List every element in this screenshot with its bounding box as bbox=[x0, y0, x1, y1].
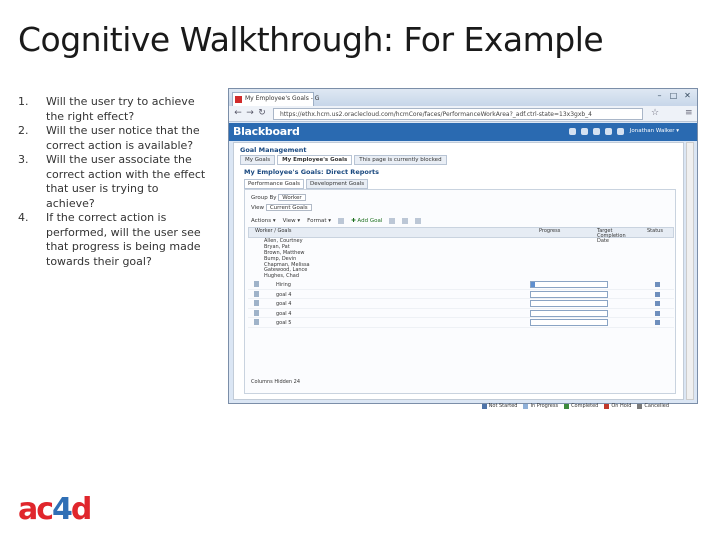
tab-development-goals[interactable]: Development Goals bbox=[306, 179, 368, 189]
legend-label: Not Started bbox=[488, 403, 518, 409]
favorites-icon[interactable] bbox=[593, 128, 600, 135]
worker-name: Chapman, Melissa bbox=[264, 261, 310, 268]
close-icon[interactable]: ✕ bbox=[684, 91, 691, 100]
row-marker-icon bbox=[254, 291, 259, 297]
worker-name: Gatewood, Lance bbox=[264, 267, 308, 274]
col-header-target-date[interactable]: Target Completion Date bbox=[597, 228, 626, 244]
favicon-icon bbox=[235, 96, 242, 103]
goal-name[interactable]: goal 4 bbox=[276, 310, 292, 317]
vertical-scrollbar[interactable] bbox=[686, 142, 694, 400]
subtab-bar bbox=[240, 155, 447, 165]
question-number: 4. bbox=[18, 211, 29, 224]
export-icon[interactable] bbox=[415, 218, 421, 224]
browser-screenshot bbox=[228, 88, 698, 409]
app-header bbox=[229, 123, 697, 141]
app-logo: Blackboard bbox=[233, 125, 300, 138]
section-title: My Employee's Goals: Direct Reports bbox=[244, 168, 380, 176]
navigator-icon[interactable] bbox=[581, 128, 588, 135]
legend-item bbox=[604, 403, 631, 409]
goal-progress-bar bbox=[530, 281, 608, 288]
legend-item bbox=[482, 403, 518, 409]
question-text: If the correct action is performed, will the user see that progress is being made towards their goal? bbox=[46, 211, 201, 268]
detach-icon[interactable] bbox=[402, 218, 408, 224]
goal-progress-fill bbox=[531, 282, 535, 287]
minimize-icon[interactable]: – bbox=[657, 91, 662, 100]
legend-swatch-icon bbox=[604, 404, 609, 409]
page-content bbox=[233, 142, 684, 409]
browser-tab[interactable] bbox=[232, 92, 320, 106]
walkthrough-questions bbox=[18, 95, 210, 269]
col-header-progress[interactable]: Progress bbox=[539, 228, 561, 234]
url-field[interactable]: https://ethx.hcm.us2.oraclecloud.com/hcmCore/faces/PerformanceWorkArea?_adf.ctrl-state=13x3gxb_4 bbox=[273, 108, 643, 120]
delete-icon[interactable] bbox=[389, 218, 395, 224]
question-text: Will the user associate the correct action with the effect that user is trying to achieve? bbox=[46, 153, 206, 210]
legend-label: Cancelled bbox=[644, 403, 669, 409]
view-label: View bbox=[251, 205, 265, 211]
view-filter bbox=[251, 204, 312, 211]
window-controls bbox=[654, 91, 693, 101]
row-marker-icon bbox=[254, 300, 259, 306]
goal-row[interactable] bbox=[248, 299, 674, 309]
goal-progress-bar bbox=[530, 319, 608, 326]
add-goal-button[interactable]: ✚ Add Goal bbox=[351, 218, 383, 224]
tab-my-employees-goals[interactable]: My Employee's Goals bbox=[277, 155, 352, 165]
worker-name: Brown, Matthew bbox=[264, 249, 305, 256]
edit-icon[interactable] bbox=[338, 218, 344, 224]
legend-label: In Progress bbox=[530, 403, 559, 409]
legend-swatch-icon bbox=[482, 404, 487, 409]
actions-menu[interactable]: Actions ▾ bbox=[251, 218, 276, 224]
grid-rows bbox=[248, 239, 674, 328]
tab-my-goals[interactable]: My Goals bbox=[240, 155, 275, 165]
question-item bbox=[18, 95, 210, 124]
legend-label: Completed bbox=[571, 403, 599, 409]
forward-icon[interactable]: → bbox=[246, 108, 254, 118]
grid-toolbar bbox=[251, 218, 421, 224]
ac4d-logo: ac4d bbox=[18, 492, 91, 527]
question-item bbox=[18, 153, 210, 211]
row-marker-icon bbox=[254, 319, 259, 325]
question-text: Will the user notice that the correct action is available? bbox=[46, 124, 200, 152]
goal-progress-bar bbox=[530, 291, 608, 298]
tab-performance-goals[interactable]: Performance Goals bbox=[244, 179, 304, 189]
legend-label: On Hold bbox=[611, 403, 632, 409]
status-legend bbox=[482, 403, 669, 409]
worker-name: Bryan, Pat bbox=[264, 243, 290, 250]
status-icon bbox=[655, 320, 660, 325]
goal-row[interactable] bbox=[248, 290, 674, 300]
legend-item bbox=[564, 403, 598, 409]
question-item bbox=[18, 124, 210, 153]
home-icon[interactable] bbox=[569, 128, 576, 135]
goal-progress-bar bbox=[530, 310, 608, 317]
page-title: Goal Management bbox=[240, 146, 307, 154]
worker-name: Allen, Courtney bbox=[264, 238, 303, 244]
question-number: 2. bbox=[18, 124, 29, 137]
browser-tab-title: My Employee's Goals - G bbox=[245, 95, 320, 102]
goal-name[interactable]: goal 5 bbox=[276, 320, 292, 327]
format-menu[interactable]: Format ▾ bbox=[307, 218, 332, 224]
status-icon bbox=[655, 282, 660, 287]
legend-item bbox=[523, 403, 558, 409]
goal-progress-bar bbox=[530, 300, 608, 307]
col-header-status[interactable]: Status bbox=[647, 228, 663, 234]
goal-row[interactable] bbox=[248, 309, 674, 319]
status-icon bbox=[655, 292, 660, 297]
goal-type-tabs bbox=[244, 179, 368, 189]
goal-row[interactable] bbox=[248, 280, 674, 290]
view-select[interactable]: Current Goals bbox=[266, 204, 312, 211]
legend-swatch-icon bbox=[523, 404, 528, 409]
notifications-icon[interactable] bbox=[605, 128, 612, 135]
goal-name[interactable]: Hiring bbox=[276, 282, 291, 289]
question-number: 3. bbox=[18, 153, 29, 166]
menu-icon[interactable]: ≡ bbox=[685, 108, 693, 118]
view-menu[interactable]: View ▾ bbox=[282, 218, 301, 224]
group-by-select[interactable]: Worker bbox=[278, 194, 305, 201]
legend-swatch-icon bbox=[564, 404, 569, 409]
maximize-icon[interactable]: □ bbox=[669, 91, 678, 100]
back-icon[interactable]: ← bbox=[234, 108, 242, 118]
status-icon bbox=[655, 301, 660, 306]
row-marker-icon bbox=[254, 310, 259, 316]
reload-icon[interactable]: ↻ bbox=[258, 108, 266, 118]
goal-row[interactable] bbox=[248, 318, 674, 328]
row-marker-icon bbox=[254, 281, 259, 287]
star-icon[interactable]: ☆ bbox=[651, 108, 660, 118]
legend-swatch-icon bbox=[637, 404, 642, 409]
user-menu[interactable]: Jonathan Walker ▾ bbox=[629, 128, 679, 134]
tab-blocked-page[interactable]: This page is currently blocked bbox=[354, 155, 446, 165]
group-by-filter bbox=[251, 194, 306, 201]
question-number: 1. bbox=[18, 95, 29, 108]
goal-name[interactable]: goal 4 bbox=[276, 291, 292, 298]
browser-titlebar bbox=[229, 89, 697, 106]
question-text: Will the user try to achieve the right effect? bbox=[46, 95, 195, 123]
worker-name: Bump, Devin bbox=[264, 255, 297, 262]
col-header-goals[interactable]: Worker / Goals bbox=[255, 228, 292, 234]
question-item bbox=[18, 211, 210, 269]
help-icon[interactable] bbox=[617, 128, 624, 135]
columns-hidden: Columns Hidden 24 bbox=[251, 379, 301, 385]
goals-panel bbox=[244, 189, 676, 409]
status-icon bbox=[655, 311, 660, 316]
address-bar bbox=[229, 106, 697, 122]
goal-name[interactable]: goal 4 bbox=[276, 301, 292, 308]
slide-title: Cognitive Walkthrough: For Example bbox=[18, 20, 604, 59]
group-by-label: Group By bbox=[251, 195, 277, 201]
legend-item bbox=[637, 403, 669, 409]
worker-name: Hughes, Chad bbox=[264, 273, 300, 280]
